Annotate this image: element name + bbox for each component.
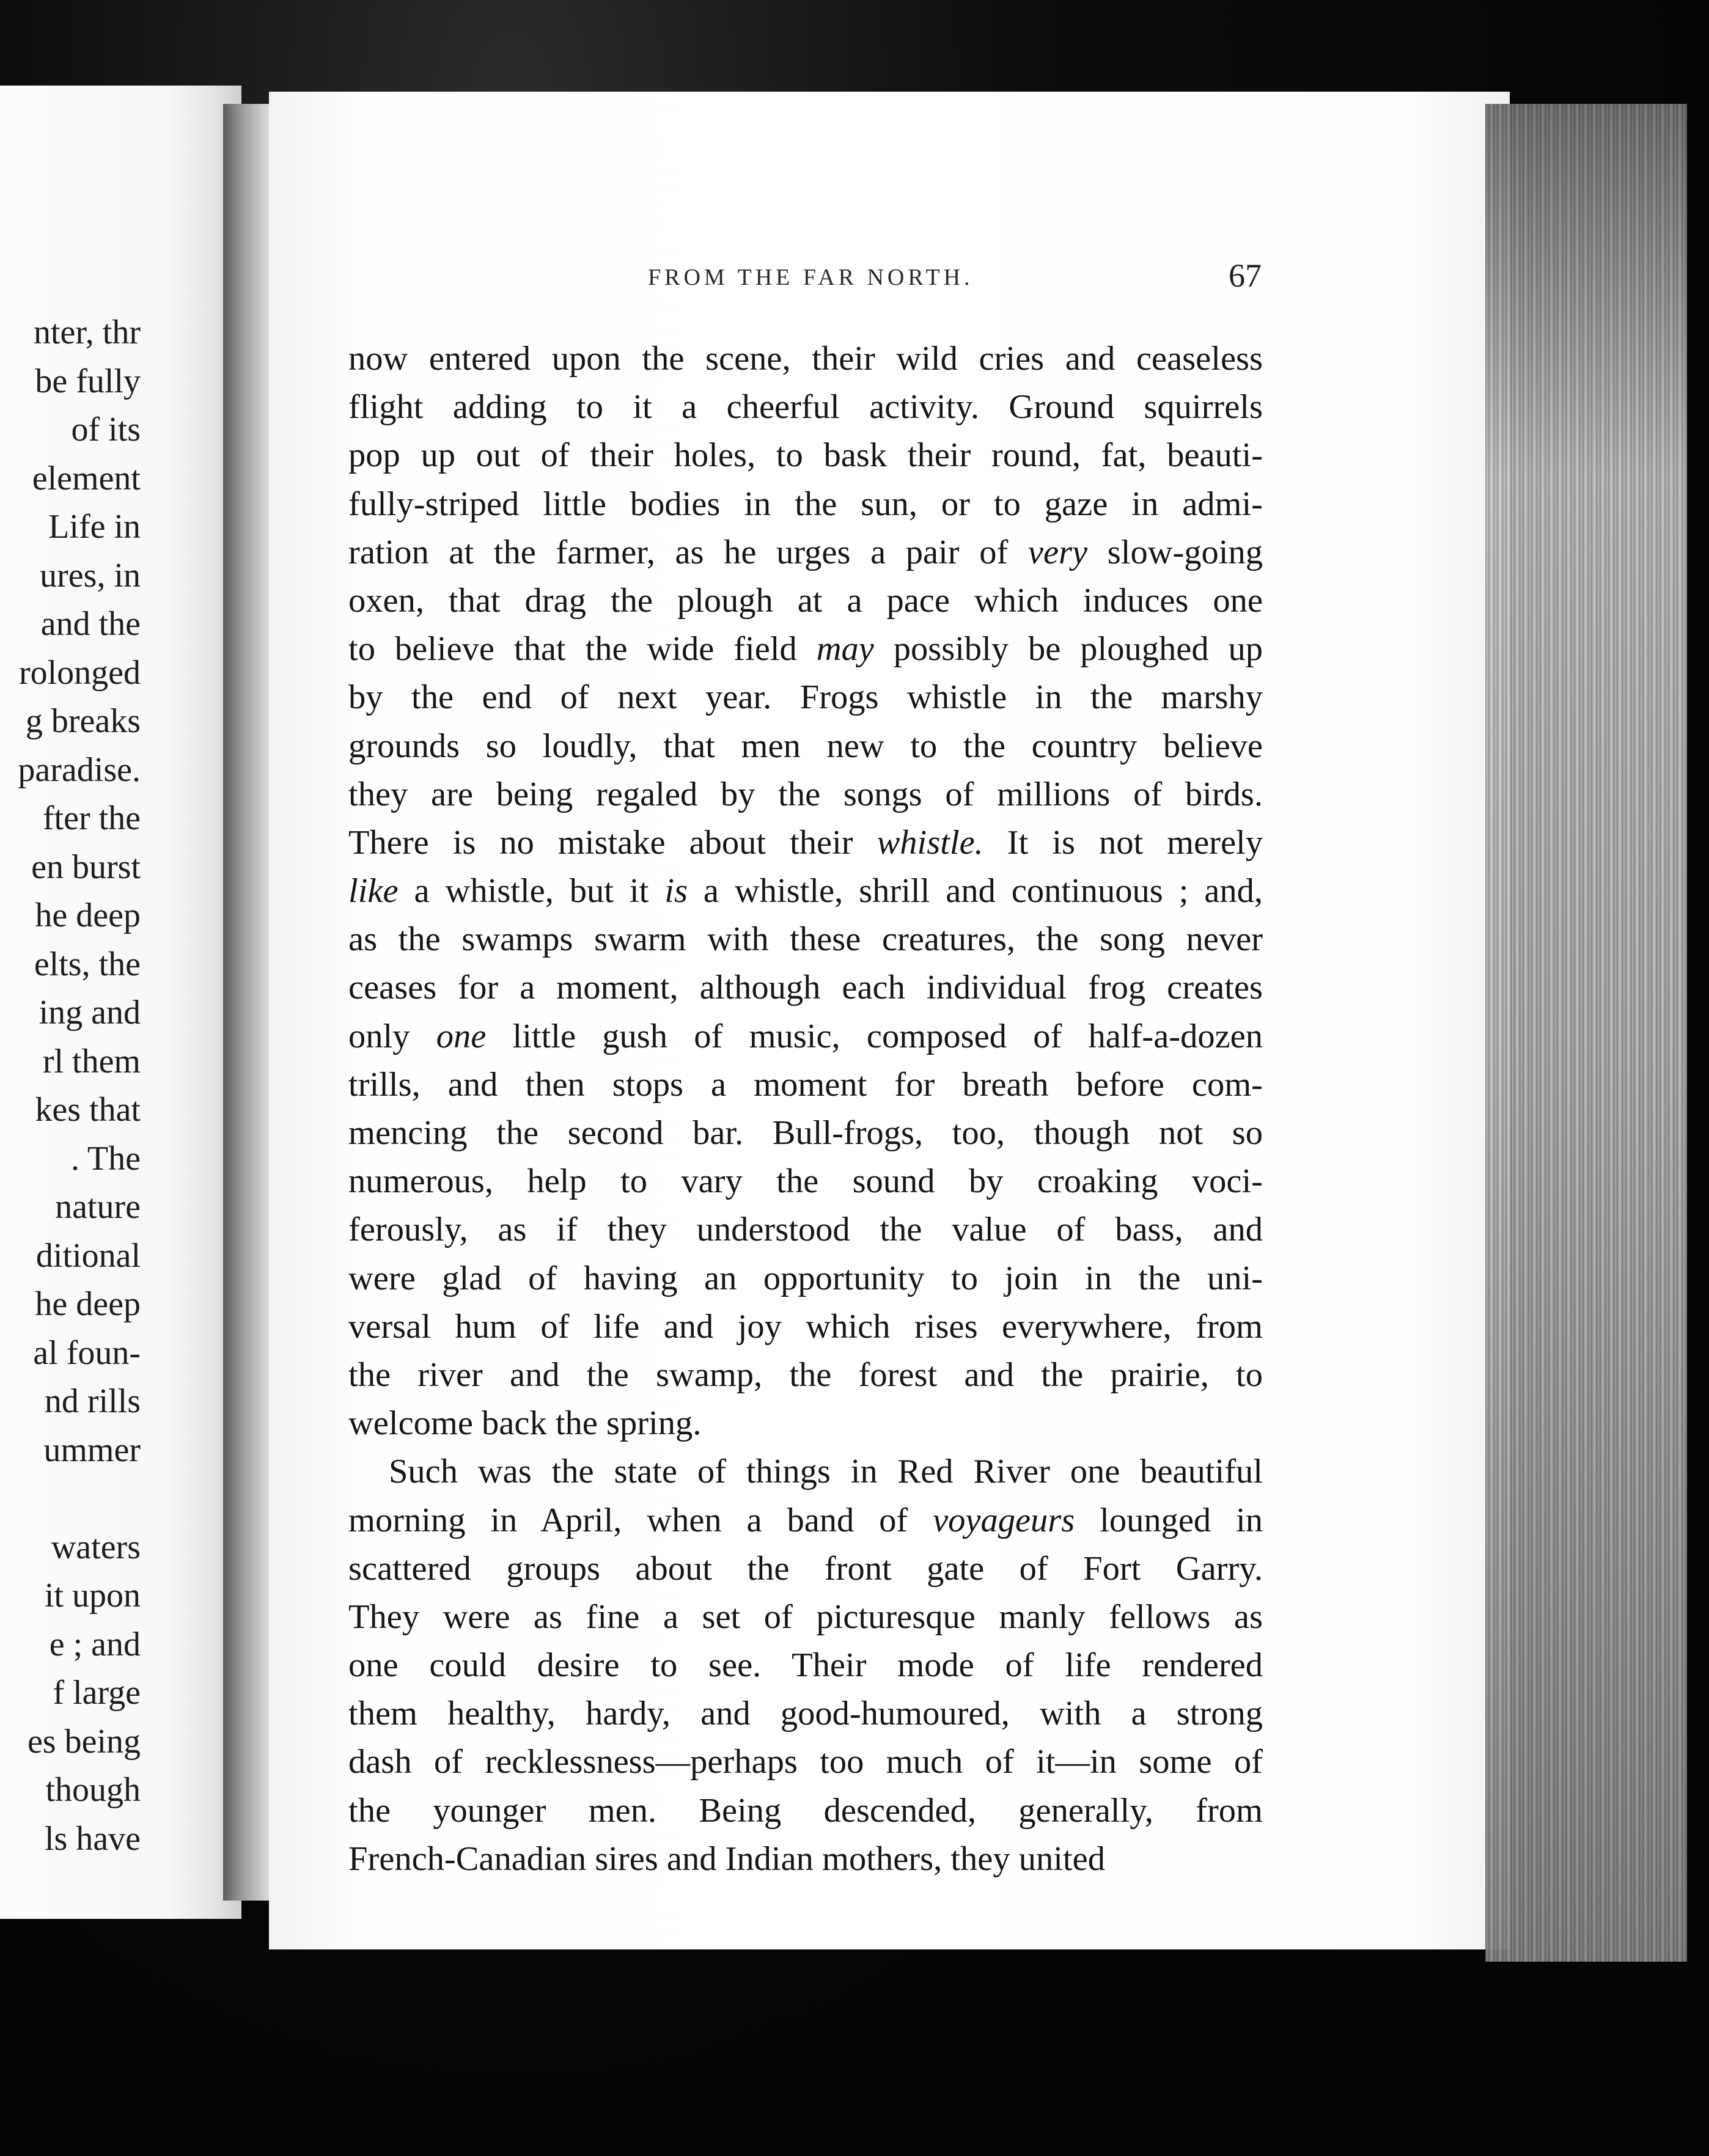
text-run: flight adding to it a cheerful activity. Ground squirrels: [348, 388, 1263, 427]
text-run: only: [348, 1017, 436, 1055]
text-line: [348, 431, 1263, 480]
text-run: the river and the swamp, the forest and the prairie, to: [348, 1355, 1263, 1394]
italic-text: like: [348, 872, 399, 911]
text-line: [348, 1061, 1263, 1109]
text-run: as the swamps swarm with these creatures, the song never: [348, 920, 1263, 959]
text-run: now entered upon the scene, their wild cries and ceaseless: [348, 340, 1263, 378]
text-line: [348, 1303, 1263, 1351]
text-run: ferously, as if they understood the value of bass, and: [348, 1211, 1263, 1249]
text-line: [348, 1157, 1263, 1206]
text-line: [348, 1738, 1263, 1786]
text-line: [348, 335, 1263, 383]
text-line: [348, 1399, 1263, 1448]
text-line: [348, 1013, 1263, 1061]
previous-page-line: ures, in: [40, 556, 141, 595]
text-line: [348, 1593, 1263, 1641]
text-run: the younger men. Being descended, generally, from: [348, 1791, 1263, 1830]
text-line: [348, 625, 1263, 673]
previous-page-line: ing and: [39, 994, 141, 1032]
fore-edge-shadow: [1485, 104, 1687, 1962]
text-run: French-Canadian sires and Indian mothers, they united: [348, 1839, 1105, 1878]
previous-page-line: be fully: [35, 362, 141, 400]
text-run: numerous, help to vary the sound by croaking voci-: [348, 1162, 1263, 1201]
text-line: [348, 915, 1263, 964]
previous-page-line: kes that: [35, 1091, 141, 1129]
text-run: It is not merely: [983, 823, 1263, 862]
text-run: scattered groups about the front gate of Fort Garry.: [348, 1549, 1263, 1588]
text-run: lounged in: [1075, 1501, 1263, 1539]
text-run: fully-striped little bodies in the sun, or to gaze in admi-: [348, 485, 1263, 523]
text-line: [348, 867, 1263, 915]
text-line: [348, 1545, 1263, 1593]
previous-page-line: and the: [40, 605, 141, 643]
previous-page-line: waters: [51, 1528, 141, 1566]
text-line: [348, 383, 1263, 431]
previous-page-line: f large: [53, 1674, 141, 1712]
text-run: oxen, that drag the plough at a pace which induces one: [348, 581, 1263, 620]
text-line: [348, 1109, 1263, 1157]
text-run: dash of recklessness—perhaps too much of it—in some of: [348, 1743, 1263, 1781]
previous-page-line: Life in: [48, 508, 141, 546]
italic-text: very: [1027, 533, 1088, 571]
previous-page-line: . The: [70, 1139, 141, 1178]
previous-page-line: [0, 1475, 141, 1524]
previous-page-line: es being: [27, 1722, 141, 1761]
previous-page-line: fter the: [42, 799, 141, 837]
text-run: pop up out of their holes, to bask their round, fat, beauti-: [348, 436, 1263, 475]
previous-page-line: ummer: [43, 1431, 141, 1469]
italic-text: may: [816, 630, 874, 669]
previous-page-line: ls have: [44, 1819, 141, 1858]
running-head: FROM THE FAR NORTH.: [648, 265, 974, 290]
text-run: Such was the state of things in Red River one beautiful: [389, 1453, 1263, 1491]
text-run: a whistle, but it: [398, 872, 665, 911]
text-run: welcome back the spring.: [348, 1404, 702, 1443]
text-run: slow-going: [1087, 533, 1263, 571]
previous-page-line: nd rills: [44, 1382, 141, 1420]
text-run: them healthy, hardy, and good-humoured, with a strong: [348, 1695, 1263, 1733]
text-run: little gush of music, composed of half-a-dozen: [486, 1017, 1263, 1055]
previous-page-line: of its: [71, 411, 141, 449]
text-line: [348, 964, 1263, 1012]
page-number: 67: [1229, 257, 1262, 294]
italic-text: whistle.: [877, 823, 983, 862]
text-line: [348, 1787, 1263, 1835]
text-run: possibly be ploughed up: [873, 630, 1263, 669]
previous-page-line: rolonged: [18, 653, 141, 692]
text-run: were glad of having an opportunity to join in the uni-: [348, 1259, 1263, 1297]
text-run: to believe that the wide field: [348, 630, 817, 669]
previous-page-line: elts, the: [34, 945, 141, 983]
text-run: grounds so loudly, that men new to the country believe: [348, 727, 1263, 765]
text-run: one could desire to see. Their mode of life rendered: [348, 1646, 1263, 1685]
italic-text: is: [664, 872, 688, 911]
previous-page-line: nature: [55, 1188, 141, 1226]
previous-page-line: though: [45, 1771, 141, 1809]
previous-page-line: paradise.: [18, 750, 141, 789]
previous-page-line: he deep: [35, 1285, 141, 1323]
text-line: [348, 1497, 1263, 1545]
text-line: [348, 480, 1263, 529]
previous-page-line: he deep: [35, 897, 141, 934]
text-line: [348, 722, 1263, 771]
text-run: ration at the farmer, as he urges a pair of: [348, 533, 1028, 571]
text-line: [348, 1641, 1263, 1690]
previous-page-line: it upon: [44, 1577, 141, 1615]
text-line: [348, 1351, 1263, 1399]
text-line: [348, 1835, 1263, 1883]
previous-page-line: en burst: [31, 848, 141, 886]
previous-page-line: e ; and: [49, 1625, 141, 1663]
previous-page-line: g breaks: [25, 702, 141, 740]
previous-page-line: nter, thr: [33, 314, 141, 351]
previous-page-text: [0, 309, 141, 1863]
text-run: morning in April, when a band of: [348, 1501, 933, 1539]
text-line: [348, 1690, 1263, 1738]
text-line: [348, 1206, 1263, 1254]
text-line: [348, 771, 1263, 819]
text-line: [348, 1448, 1263, 1496]
italic-text: voyageurs: [933, 1501, 1075, 1539]
text-line: [348, 577, 1263, 625]
text-line: [348, 819, 1263, 867]
text-run: they are being regaled by the songs of millions of birds.: [348, 775, 1263, 813]
text-run: There is no mistake about their: [348, 823, 877, 862]
text-run: versal hum of life and joy which rises everywhere, from: [348, 1307, 1263, 1346]
text-line: [348, 673, 1263, 722]
text-run: ceases for a moment, although each individual frog creates: [348, 969, 1263, 1007]
text-run: They were as fine a set of picturesque manly fellows as: [348, 1597, 1263, 1636]
previous-page-line: element: [32, 459, 141, 497]
previous-page-line: rl them: [42, 1042, 141, 1080]
text-run: by the end of next year. Frogs whistle in the marshy: [348, 678, 1263, 717]
text-line: [348, 1255, 1263, 1303]
body-text: [348, 335, 1263, 1883]
text-line: [348, 529, 1263, 577]
text-run: trills, and then stops a moment for breath before com-: [348, 1065, 1263, 1104]
previous-page-line: ditional: [35, 1236, 141, 1275]
text-run: a whistle, shrill and continuous ; and,: [687, 872, 1263, 911]
previous-page-line: al foun-: [33, 1333, 141, 1372]
text-run: mencing the second bar. Bull-frogs, too, though not so: [348, 1114, 1263, 1152]
italic-text: one: [436, 1017, 487, 1055]
